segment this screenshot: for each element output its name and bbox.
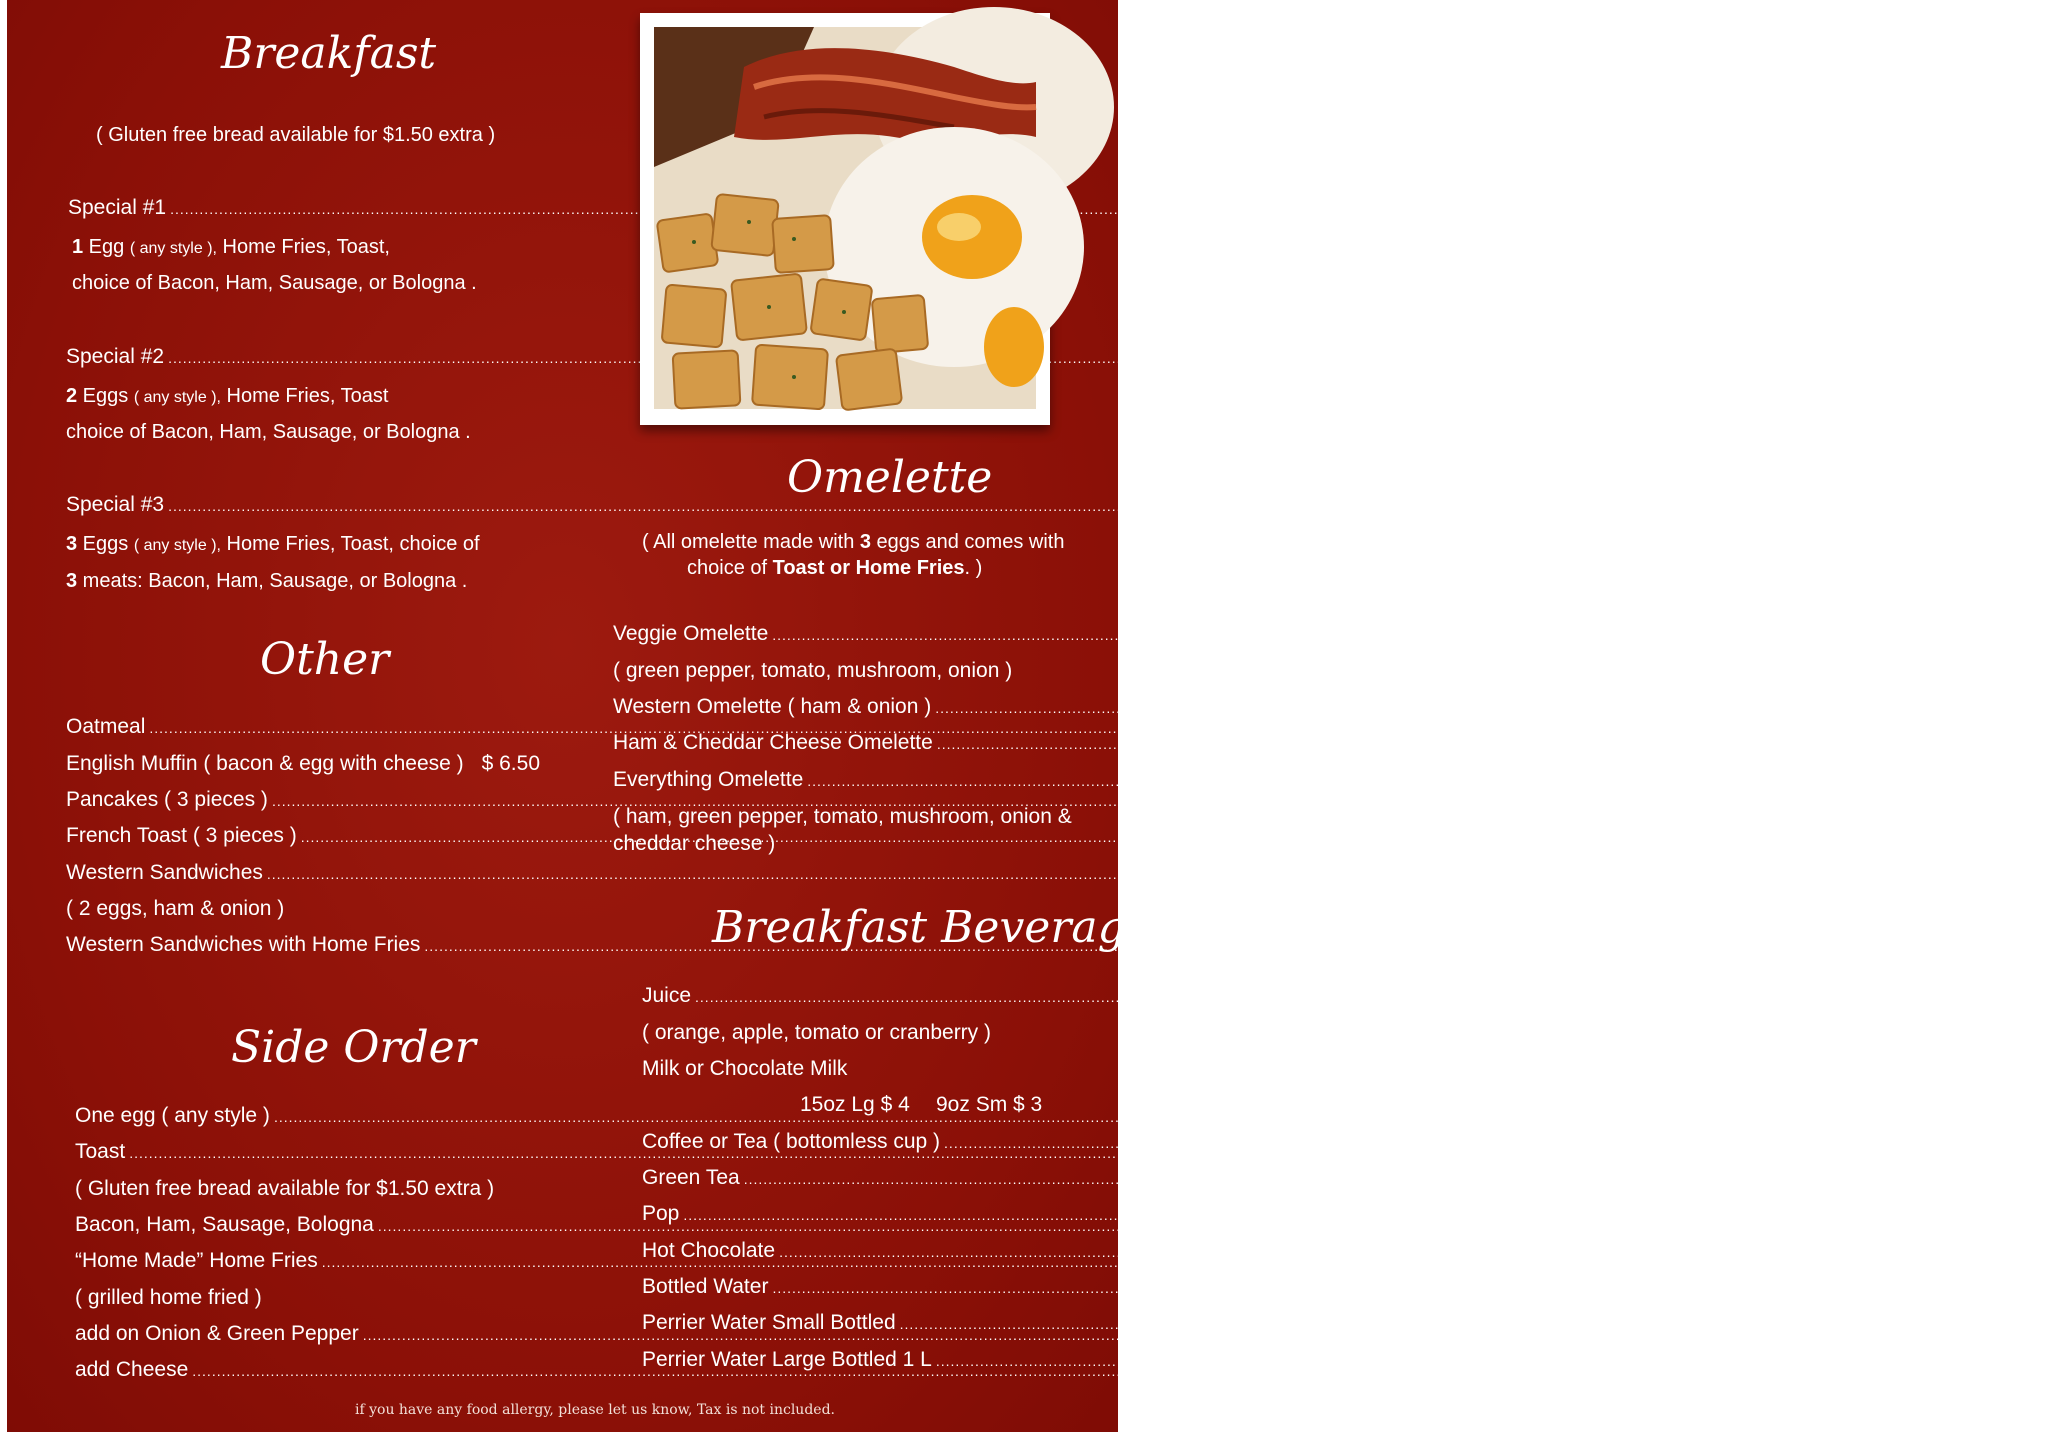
special-1-count: 1: [72, 236, 84, 258]
juice-row: [642, 983, 1957, 1010]
everything-desc-1: ( ham, green pepper, tomato, mushroom, onion &: [613, 805, 1072, 828]
omelette-row: [613, 621, 1888, 648]
dot-leader: [274, 1104, 1316, 1130]
omelette-note-line1: [642, 530, 1064, 554]
other-item-name: Oatmeal: [66, 715, 146, 738]
everything-desc-2: cheddar cheese ): [613, 832, 776, 855]
special-3-desc-line2-text: meats: Bacon, Ham, Sausage, or Bologna .: [77, 570, 468, 592]
beverage-row: [642, 1274, 1877, 1301]
special-3-name: Special #3: [66, 493, 165, 516]
other-row: [66, 751, 540, 777]
side-item-price: $ 1.50: [1408, 1322, 1467, 1345]
omelette-item-name: Veggie Omelette: [613, 622, 769, 645]
other-row: [66, 714, 1254, 741]
beverage-price: $ 2.25: [1817, 1275, 1877, 1298]
dot-leader: [935, 695, 1977, 721]
beverage-name: Bottled Water: [642, 1275, 769, 1298]
beverages-title: Breakfast Beverages: [712, 902, 1175, 953]
special-3-price: $ 17: [1213, 493, 1255, 516]
special-2-price: $ 10.50: [1213, 345, 1284, 368]
menu-page: [7, 0, 2052, 1432]
omelette-note-f: . ): [964, 557, 983, 579]
beverage-price: $ 3.00: [1945, 1311, 2004, 1334]
omelette-row: [613, 767, 1923, 794]
other-item-price: $ 12: [1469, 933, 1511, 956]
omelette-title: Omelette: [787, 452, 993, 503]
side-item-name: add on Onion & Green Pepper: [75, 1322, 359, 1345]
other-item-desc: ( 2 eggs, ham & onion ): [66, 897, 285, 920]
dot-leader: [267, 861, 1309, 887]
side-item-desc: ( Gluten free bread available for $1.50 extra ): [75, 1177, 495, 1200]
beverage-price: $ 2.75: [1728, 1202, 1788, 1225]
other-item-name: Western Sandwiches with Home Fries: [66, 933, 421, 956]
footer-note: if you have any food allergy, please let us know, Tax is not included.: [355, 1402, 835, 1418]
special-3-desc-b: Home Fries, Toast, choice of: [220, 533, 480, 555]
beverage-row: [642, 1201, 1788, 1228]
beverage-name: Hot Chocolate: [642, 1239, 776, 1262]
omelette-item-price: $ 12.75: [1980, 695, 2051, 718]
dot-leader: [772, 622, 1814, 648]
omelette-note-a: ( All omelette made with: [642, 531, 860, 553]
beverage-price: $ 2.50: [1989, 1130, 2048, 1153]
dot-leader: [779, 1239, 1821, 1265]
omelette-item-price: $ 15.50: [1852, 768, 1923, 791]
special-2-style: ( any style ),: [133, 389, 221, 406]
other-item-price: $ 8: [1346, 824, 1376, 847]
other-row: [66, 860, 1342, 887]
juice-name: Juice: [642, 984, 692, 1007]
omelette-note-d: choice of: [687, 557, 773, 579]
side-item-price: $ 3: [1174, 1140, 1204, 1163]
omelette-row: [613, 730, 2052, 757]
special-2-count: 2: [66, 385, 78, 407]
special-2-name: Special #2: [66, 345, 165, 368]
omelette-note-c: eggs and comes with: [871, 531, 1065, 553]
special-1-desc-a: Egg: [83, 236, 130, 258]
side-order-title: Side Order: [231, 1022, 476, 1073]
breakfast-plate-illustration: [654, 27, 1036, 409]
special-1-desc: [72, 235, 390, 261]
special-3-desc-line2: [66, 569, 467, 593]
beverage-price: $ 5.50: [1981, 1348, 2040, 1371]
side-item-price: $ 5: [1367, 1249, 1397, 1272]
special-1-style: ( any style ),: [129, 240, 217, 257]
side-item-name: One egg ( any style ): [75, 1104, 270, 1127]
juice-desc: ( orange, apple, tomato or cranberry ): [642, 1021, 992, 1044]
other-row: [66, 932, 1511, 959]
omelette-item-desc: ( green pepper, tomato, mushroom, onion ): [613, 659, 1013, 682]
special-1-desc-b: Home Fries, Toast,: [216, 236, 390, 258]
other-item-price: $ 9: [1312, 861, 1342, 884]
omelette-item-price: $ 12.75: [1817, 622, 1888, 645]
dot-leader: [944, 1130, 1986, 1156]
beverage-name: Pop: [642, 1202, 680, 1225]
side-item-name: add Cheese: [75, 1358, 189, 1381]
side-item-price: $ 2: [1319, 1104, 1349, 1127]
milk-large: 15oz Lg $ 4: [800, 1093, 910, 1116]
special-2-desc: [66, 384, 388, 410]
omelette-item-name: Everything Omelette: [613, 768, 804, 791]
beverage-name: Coffee or Tea ( bottomless cup ): [642, 1130, 941, 1153]
breakfast-photo: [654, 27, 1036, 409]
other-row: [66, 787, 1347, 814]
milk-name: Milk or Chocolate Milk: [642, 1057, 848, 1080]
juice-small: 9oz Sm $ 3: [1850, 984, 1957, 1007]
dot-leader: [683, 1202, 1725, 1228]
other-item-price: $ 6.50: [481, 752, 540, 775]
special-2-desc-line2: choice of Bacon, Ham, Sausage, or Bologna .: [66, 421, 471, 443]
beverage-name: Green Tea: [642, 1166, 740, 1189]
dot-leader: [695, 984, 1737, 1010]
special-3-count2: 3: [66, 570, 78, 592]
other-item-price: $ 8: [1317, 788, 1347, 811]
side-item-price: $ 2: [1237, 1358, 1267, 1381]
beverage-name: Perrier Water Large Bottled 1 L: [642, 1348, 932, 1371]
omelette-item-name: Ham & Cheddar Cheese Omelette: [613, 731, 933, 754]
other-item-price: $ 7.50: [1194, 715, 1254, 738]
special-3-row: [66, 492, 1255, 519]
beverage-price: $ 2.50: [1789, 1166, 1848, 1189]
other-item-name: Pancakes ( 3 pieces ): [66, 788, 268, 811]
omelette-row: [613, 694, 2051, 721]
dot-leader: [936, 1348, 1978, 1374]
dot-leader: [937, 731, 1979, 757]
special-3-style: ( any style ),: [133, 537, 221, 554]
dot-leader: [744, 1166, 1786, 1192]
omelette-item-price: $ 12.75: [1982, 731, 2052, 754]
side-item-name: Bacon, Ham, Sausage, Bologna: [75, 1213, 374, 1236]
beverage-name: Perrier Water Small Bottled: [642, 1311, 896, 1334]
beverage-row: [642, 1347, 2040, 1374]
breakfast-photo-frame: [640, 13, 1050, 425]
breakfast-gluten-note: ( Gluten free bread available for $1.50 extra ): [96, 124, 496, 146]
special-2-desc-a: Eggs: [77, 385, 134, 407]
side-item-name: Toast: [75, 1140, 126, 1163]
omelette-note-line2: [687, 556, 982, 580]
other-title: Other: [260, 634, 390, 685]
breakfast-title: Breakfast: [221, 28, 437, 79]
beverage-row: [642, 1165, 1848, 1192]
dot-leader: [900, 1311, 1942, 1337]
special-3-count: 3: [66, 533, 78, 555]
special-1-row: [68, 195, 1274, 222]
side-item-desc: ( grilled home fried ): [75, 1286, 262, 1309]
omelette-item-name: Western Omelette ( ham & onion ): [613, 695, 932, 718]
milk-small: 9oz Sm $ 3: [936, 1093, 1043, 1116]
special-1-desc-line2: choice of Bacon, Ham, Sausage, or Bologna .: [72, 272, 477, 294]
beverage-row: [642, 1238, 1854, 1265]
side-item-name: “Home Made” Home Fries: [75, 1249, 318, 1272]
dot-leader: [807, 768, 1849, 794]
omelette-note-b: 3: [859, 531, 871, 553]
dot-leader: [772, 1275, 1814, 1301]
omelette-note-e: Toast or Home Fries: [772, 557, 965, 579]
special-3-desc-a: Eggs: [77, 533, 134, 555]
juice-large: 15oz Lg $ 4: [1740, 984, 1851, 1007]
special-1-price: $ 9.50: [1215, 196, 1274, 219]
special-1-name: Special #1: [68, 196, 167, 219]
side-item-price: $ 5: [1423, 1213, 1453, 1236]
dot-leader: [168, 493, 1210, 519]
other-item-name: Western Sandwiches: [66, 861, 263, 884]
beverage-row: [642, 1129, 2048, 1156]
special-3-desc: [66, 532, 480, 558]
other-item-name: English Muffin ( bacon & egg with cheese ): [66, 752, 464, 775]
special-2-desc-b: Home Fries, Toast: [220, 385, 389, 407]
special-2-row: [66, 344, 1284, 371]
other-item-name: French Toast ( 3 pieces ): [66, 824, 297, 847]
beverage-price: $ 4: [1824, 1239, 1854, 1262]
